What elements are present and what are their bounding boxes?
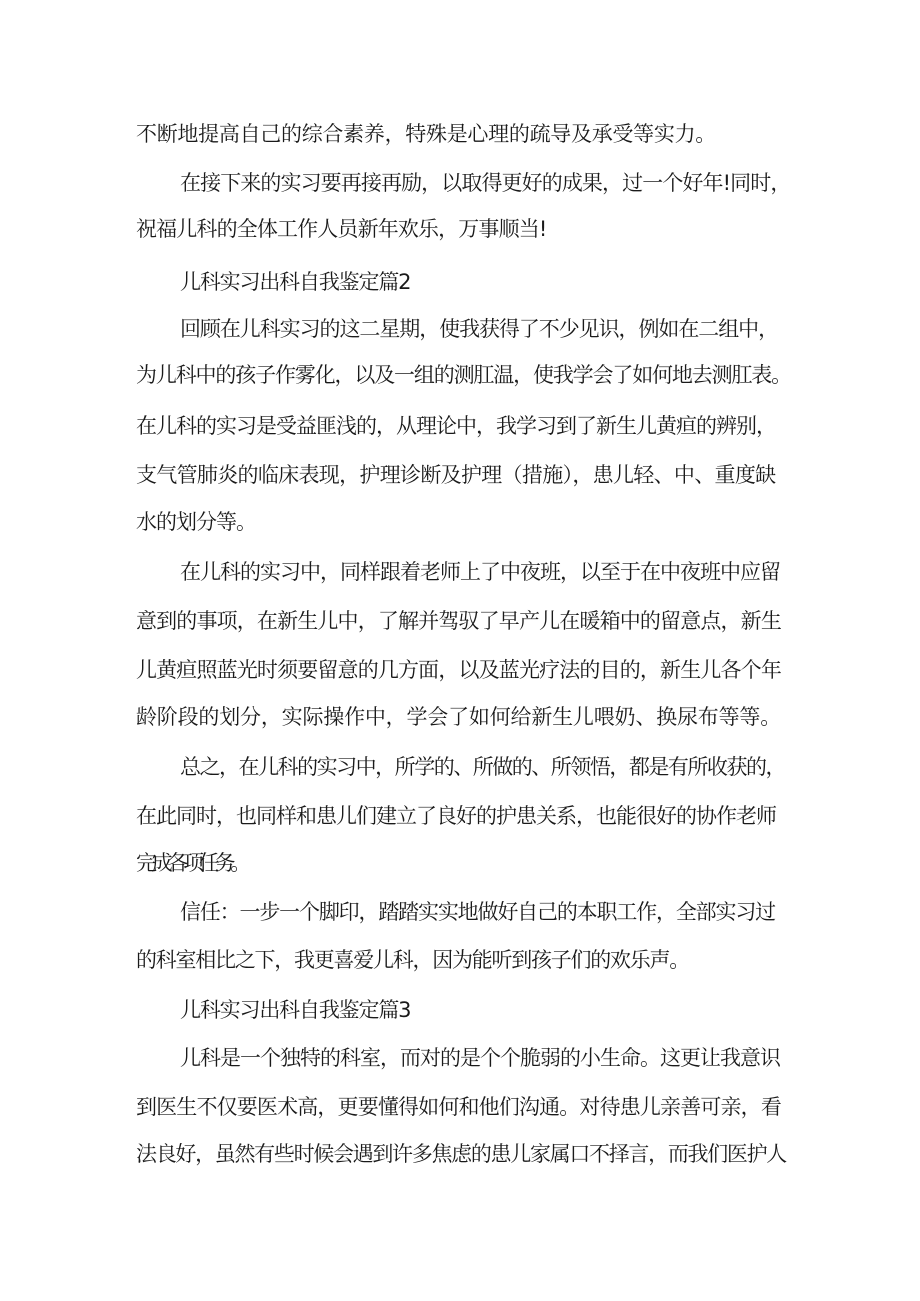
paragraph-line: 信任：一步一个脚印，踏踏实实地做好自己的本职工作，全部实习过 — [180, 900, 775, 924]
paragraph-line: 水的划分等。 — [136, 510, 256, 534]
paragraph-line: 完成各项任务。 — [136, 851, 246, 875]
paragraph-line: 儿黄疸照蓝光时须要留意的几方面，以及蓝光疗法的目的，新生儿各个年 — [136, 658, 781, 682]
paragraph-line: 在儿科的实习中，同样跟着老师上了中夜班，以至于在中夜班中应留 — [180, 560, 780, 584]
paragraph-line: 龄阶段的划分，实际操作中，学会了如何给新生儿喂奶、换尿布等等。 — [136, 705, 781, 729]
paragraph-line: 回顾在儿科实习的这二星期，使我获得了不少见识，例如在二组中， — [180, 317, 778, 341]
paragraph-line: 在接下来的实习要再接再励，以取得更好的成果，过一个好年!同时， — [180, 171, 791, 195]
paragraph-line: 意到的事项，在新生儿中，了解并驾驭了早产儿在暖箱中的留意点，新生 — [136, 609, 781, 633]
section-heading: 儿科实习出科自我鉴定篇2 — [180, 270, 411, 294]
paragraph-line: 到医生不仅要医术高，更要懂得如何和他们沟通。对待患儿亲善可亲，看 — [136, 1095, 781, 1119]
paragraph-line: 在此同时，也同样和患儿们建立了良好的护患关系，也能很好的协作老师 — [136, 804, 776, 828]
paragraph-line: 不断地提高自己的综合素养，特殊是心理的疏导及承受等实力。 — [136, 122, 716, 146]
paragraph-line: 为儿科中的孩子作雾化，以及一组的测肛温，使我学会了如何地去测肛表。 — [136, 363, 791, 387]
paragraph-line: 支气管肺炎的临床表现，护理诊断及护理（措施），患儿轻、中、重度缺 — [136, 463, 776, 487]
section-heading: 儿科实习出科自我鉴定篇3 — [180, 998, 411, 1022]
paragraph-line: 法良好，虽然有些时候会遇到许多焦虑的患儿家属口不择言，而我们医护人 — [136, 1142, 786, 1166]
paragraph-line: 在儿科的实习是受益匪浅的，从理论中，我学习到了新生儿黄疸的辨别， — [136, 414, 776, 438]
paragraph-line: 的科室相比之下，我更喜爱儿科，因为能听到孩子们的欢乐声。 — [136, 948, 689, 972]
paragraph-line: 儿科是一个独特的科室，而对的是个个脆弱的小生命。这更让我意识 — [180, 1046, 780, 1070]
paragraph-line: 祝福儿科的全体工作人员新年欢乐，万事顺当! — [136, 217, 547, 241]
paragraph-line: 总之，在儿科的实习中，所学的、所做的、所领悟，都是有所收获的， — [180, 755, 785, 779]
